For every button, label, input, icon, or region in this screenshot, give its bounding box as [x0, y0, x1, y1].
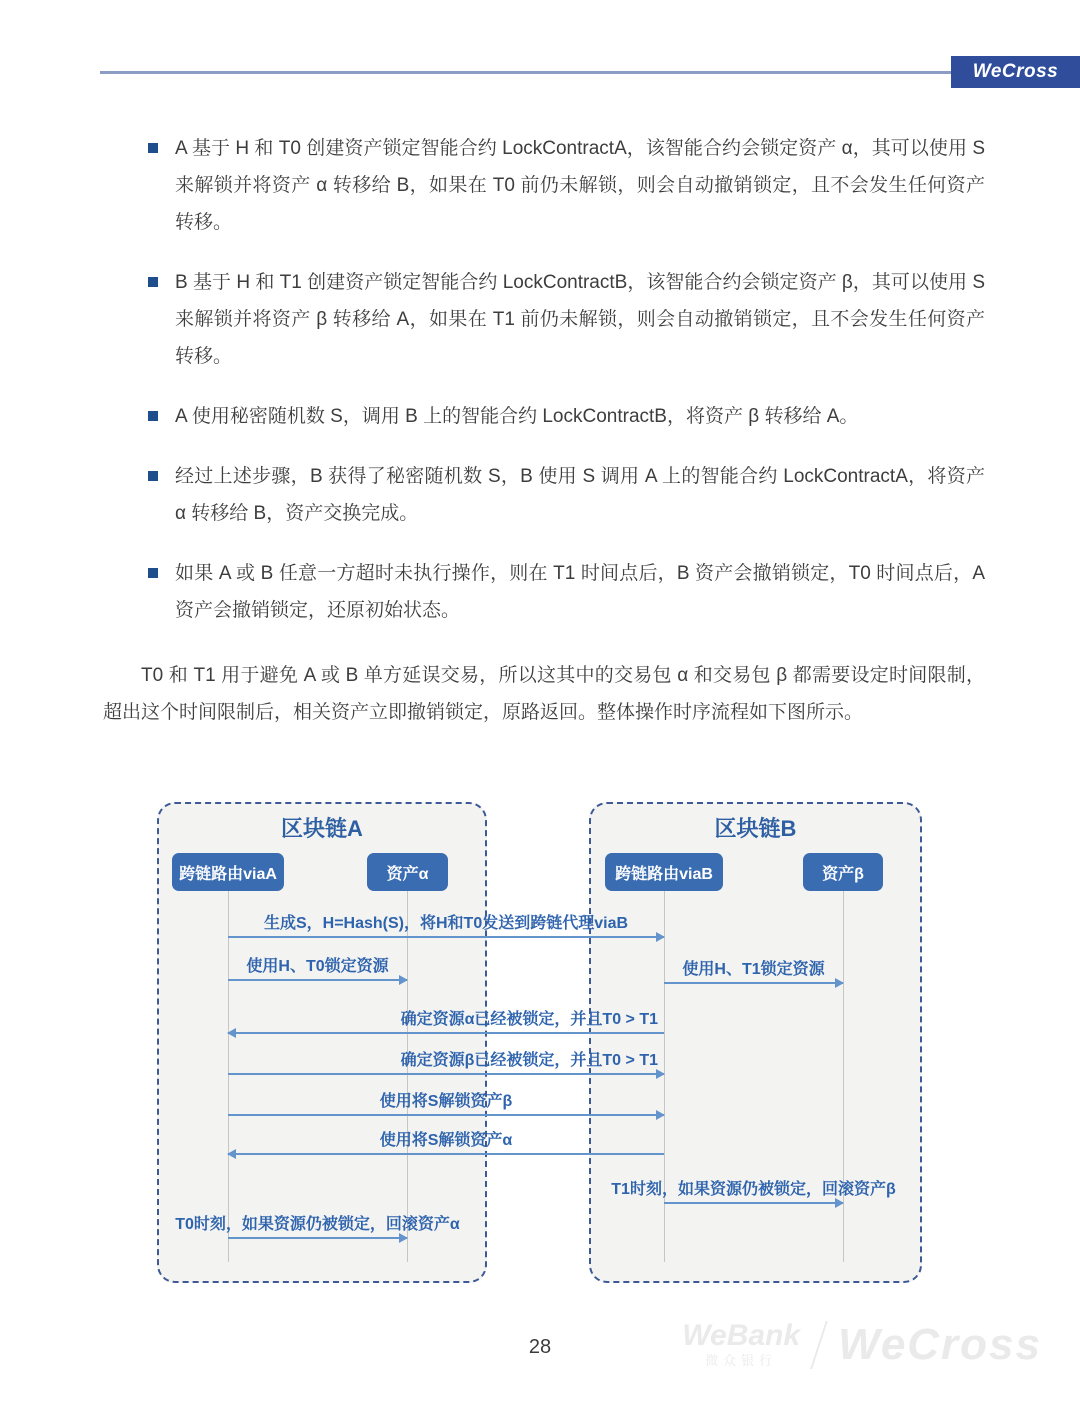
message-label: 使用H、T0锁定资源 [246, 958, 389, 975]
blockchain-a-title: 区块链A [281, 816, 363, 841]
participant-asset-alpha: 资产α [367, 853, 448, 891]
sequence-message [228, 1047, 664, 1077]
page-content [103, 130, 985, 731]
webank-logo-chinese: 微众银行 [705, 1352, 778, 1368]
bullet-marker-icon [148, 277, 158, 287]
arrow-left-icon [228, 1153, 664, 1155]
message-label: T1时刻，如果资源仍被锁定，回滚资产β [611, 1181, 896, 1198]
bullet-marker-icon [148, 143, 158, 153]
participant-asset-beta: 资产β [803, 853, 883, 891]
sequence-message [228, 1088, 664, 1118]
bullet-text: A 使用秘密随机数 S，调用 B 上的智能合约 LockContractB，将资产 β 转移给 A。 [175, 406, 859, 427]
wecross-logo-text: WeCross [972, 61, 1059, 82]
message-label: T0时刻，如果资源仍被锁定，回滚资产α [175, 1216, 460, 1233]
message-label: 生成S，H=Hash(S)，将H和T0发送到跨链代理viaB [263, 915, 629, 932]
wecross-logo [951, 56, 1080, 88]
header-divider [100, 71, 951, 74]
list-item [103, 264, 985, 375]
bullet-marker-icon [148, 411, 158, 421]
webank-logo [682, 1318, 801, 1369]
list-item [103, 458, 985, 532]
list-item [103, 130, 985, 241]
page-number: 28 [528, 1336, 552, 1358]
message-label: 使用将S解锁资产β [379, 1093, 513, 1110]
sequence-message [611, 1176, 896, 1206]
message-label: 使用H、T1锁定资源 [682, 961, 825, 978]
sequence-message [228, 1127, 664, 1157]
bullet-text: B 基于 H 和 T1 创建资产锁定智能合约 LockContractB，该智能合约会锁定资产 β，其可以使用 S 来解锁并将资产 β 转移给 A，如果在 T1 前仍未解锁，则会自动撤销锁定，且不会发生任何资产转移。 [175, 272, 985, 367]
bullet-marker-icon [148, 471, 158, 481]
sequence-message [228, 953, 407, 983]
wecross-watermark-text: WeCross [838, 1320, 1042, 1369]
bullet-text: 如果 A 或 B 任意一方超时未执行操作，则在 T1 时间点后，B 资产会撤销锁定，T0 时间点后，A 资产会撤销锁定，还原初始状态。 [175, 563, 985, 621]
list-item [103, 398, 985, 435]
participant-router-viaA: 跨链路由viaA [172, 853, 284, 891]
arrow-right-icon [228, 1114, 664, 1116]
paragraph: T0 和 T1 用于避免 A 或 B 单方延误交易，所以这其中的交易包 α 和交易包 β 都需要设定时间限制，超出这个时间限制后，相关资产立即撤销锁定，原路返回。整体操作时序流程如下图所示。 [103, 665, 985, 723]
bullet-text: A 基于 H 和 T0 创建资产锁定智能合约 LockContractA，该智能合约会锁定资产 α，其可以使用 S 来解锁并将资产 α 转移给 B，如果在 T0 前仍未解锁，则会自动撤销锁定，且不会发生任何资产转移。 [175, 138, 985, 233]
bullet-marker-icon [148, 568, 158, 578]
sequence-message [175, 1211, 460, 1241]
bullet-text: 经过上述步骤，B 获得了秘密随机数 S，B 使用 S 调用 A 上的智能合约 LockContractA，将资产 α 转移给 B，资产交换完成。 [175, 466, 985, 524]
arrow-right-icon [664, 1202, 843, 1204]
arrow-right-icon [228, 1073, 664, 1075]
sequence-message [664, 956, 843, 986]
message-label: 使用将S解锁资产α [379, 1132, 513, 1149]
arrow-right-icon [228, 1237, 407, 1239]
arrow-right-icon [228, 936, 664, 938]
arrow-right-icon [228, 979, 407, 981]
arrow-right-icon [664, 982, 843, 984]
sequence-message [228, 910, 664, 940]
footer-watermark [682, 1320, 1042, 1370]
sequence-message [228, 1006, 664, 1036]
watermark-divider [810, 1321, 828, 1369]
webank-logo-text: WeBank [682, 1318, 801, 1352]
participant-router-viaB: 跨链路由viaB [605, 853, 723, 891]
blockchain-b-title: 区块链B [714, 816, 797, 841]
message-label: 确定资源β已经被锁定，并且T0 > T1 [400, 1052, 658, 1069]
arrow-left-icon [228, 1032, 664, 1034]
list-item [103, 555, 985, 629]
message-label: 确定资源α已经被锁定，并且T0 > T1 [400, 1011, 658, 1028]
